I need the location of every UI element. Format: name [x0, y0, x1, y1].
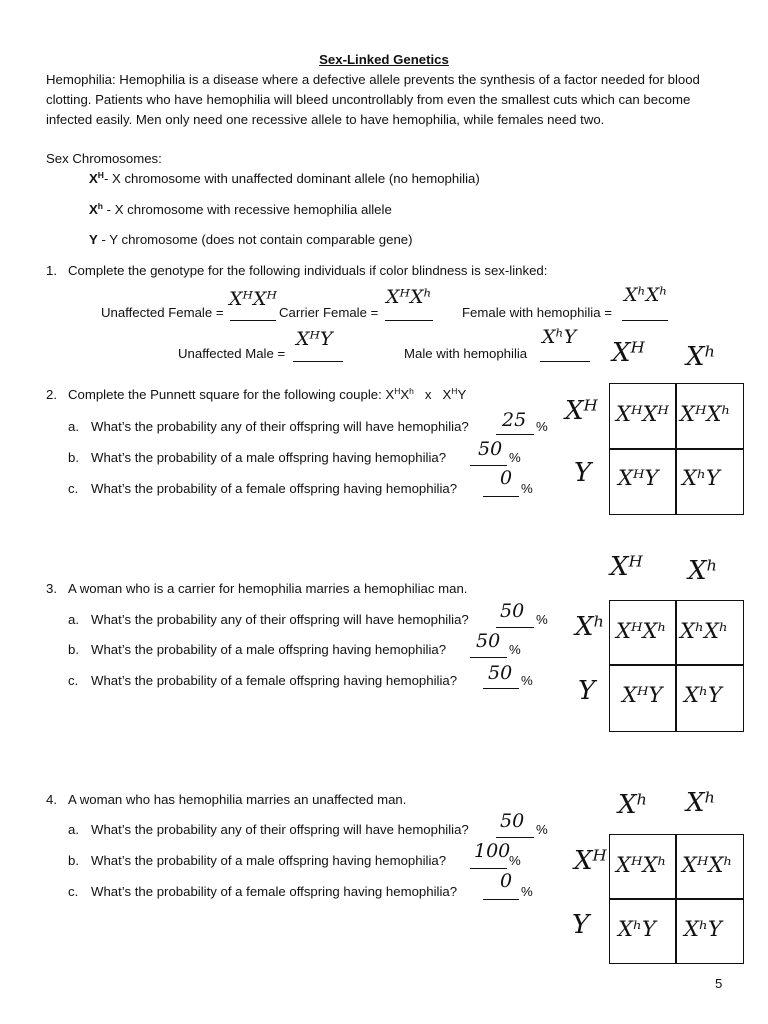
q4-punnett-square	[609, 834, 744, 964]
q3b-question: What’s the probability of a male offspring having hemophilia?	[91, 642, 447, 657]
q2c-answer: 0	[500, 467, 513, 489]
q4c-question: What’s the probability of a female offspring having hemophilia?	[91, 884, 458, 899]
q4-punnett-cell-3: XʰY	[618, 917, 656, 941]
unaffected-female-label: Unaffected Female =	[101, 305, 224, 320]
q2-punnett-cell-3: XᴴY	[618, 466, 659, 490]
q3-punnett-side-allele-1: Xʰ	[575, 612, 605, 642]
q3a-percent: %	[536, 612, 548, 627]
female-hemophilia-blank[interactable]	[622, 305, 668, 321]
q4b-answer: 100	[474, 840, 511, 862]
q3b-answer: 50	[476, 630, 501, 652]
q2b-answer: 50	[478, 438, 503, 460]
q4-punnett-side-allele-2: Y	[572, 910, 590, 940]
q4a-question: What’s the probability any of their offspring will have hemophilia?	[91, 822, 469, 837]
q2a-percent: %	[536, 419, 548, 434]
q3-punnett-cell-4: XʰY	[684, 683, 722, 707]
male-hemophilia-label: Male with hemophilia	[404, 346, 528, 361]
q4-number: 4.	[46, 792, 57, 807]
q2c-label: c.	[68, 481, 79, 496]
q2c-question: What’s the probability of a female offspring having hemophilia?	[91, 481, 458, 496]
q2-prompt: Complete the Punnett square for the following couple: $X^HX^h$ x $X^HY$	[68, 386, 467, 402]
q3-punnett-square	[609, 600, 744, 732]
q3a-answer: 50	[500, 600, 525, 622]
male-hemophilia-answer: XʰY	[542, 326, 577, 348]
q2b-label: b.	[68, 450, 79, 465]
q4b-question: What’s the probability of a male offspring having hemophilia?	[91, 853, 447, 868]
q2a-answer: 25	[502, 409, 527, 431]
q4-punnett-cell-2: XᴴXʰ	[682, 853, 733, 877]
q4b-percent: %	[509, 853, 521, 868]
q3c-answer: 50	[488, 662, 513, 684]
carrier-female-label: Carrier Female =	[279, 305, 379, 320]
q4b-label: b.	[68, 853, 79, 868]
q4-punnett-top-allele-1: Xʰ	[618, 790, 648, 820]
carrier-female-answer: XᴴXʰ	[386, 286, 432, 308]
intro-paragraph: Hemophilia: Hemophilia is a disease where a defective allele prevents the synthesis of a factor needed for blood clotting. Patients who have hemophilia will bleed uncontrollably from even the smallest cuts which can become infected easily. Men only need one recessive allele to have hemophilia, while females need two.	[46, 72, 700, 127]
q2-punnett-cell-4: XʰY	[682, 466, 720, 490]
q4-punnett-cell-4: XʰY	[684, 917, 722, 941]
q3-punnett-cell-2: XʰXʰ	[680, 619, 729, 643]
q2-punnett-cell-2: XᴴXʰ	[680, 402, 731, 426]
female-hemophilia-label: Female with hemophilia =	[462, 305, 612, 320]
q4-prompt: A woman who has hemophilia marries an unaffected man.	[68, 792, 407, 807]
q4a-percent: %	[536, 822, 548, 837]
unaffected-female-answer: XᴴXᴴ	[229, 288, 277, 310]
q2-punnett-square	[609, 383, 744, 515]
q3-number: 3.	[46, 581, 57, 596]
chromosome-def-y: Y - Y chromosome (does not contain comparable gene)	[89, 232, 413, 247]
q3a-label: a.	[68, 612, 79, 627]
q4c-answer: 0	[500, 870, 513, 892]
q2-punnett-cell-1: XᴴXᴴ	[616, 402, 669, 426]
q4-punnett-cell-1: XᴴXʰ	[616, 853, 667, 877]
q4c-percent: %	[521, 884, 533, 899]
q2-punnett-top-allele-2: Xʰ	[686, 342, 716, 372]
q3-prompt: A woman who is a carrier for hemophilia marries a hemophiliac man.	[68, 581, 468, 596]
q1-number: 1.	[46, 263, 57, 278]
q3c-question: What’s the probability of a female offspring having hemophilia?	[91, 673, 458, 688]
q4a-answer: 50	[500, 810, 525, 832]
q2-number: 2.	[46, 387, 57, 402]
q4c-label: c.	[68, 884, 79, 899]
q3-punnett-top-allele-1: Xᴴ	[610, 552, 643, 582]
page-number: 5	[715, 976, 723, 991]
q4-punnett-top-allele-2: Xʰ	[686, 788, 716, 818]
q4-punnett-side-allele-1: Xᴴ	[574, 846, 607, 876]
q3b-label: b.	[68, 642, 79, 657]
q2a-label: a.	[68, 419, 79, 434]
unaffected-male-answer: XᴴY	[296, 328, 333, 350]
chromosome-def-xh-recessive: $X^h$ - X chromosome with recessive hemophilia allele	[89, 201, 392, 217]
q4a-label: a.	[68, 822, 79, 837]
q2c-percent: %	[521, 481, 533, 496]
q3-punnett-cell-3: XᴴY	[622, 683, 663, 707]
chromosome-def-xh-dominant: $X^H-$ X chromosome with unaffected dominant allele (no hemophilia)	[89, 170, 480, 186]
q2-punnett-top-allele-1: Xᴴ	[612, 338, 645, 368]
q2-punnett-side-allele-1: Xᴴ	[565, 396, 598, 426]
page-title: Sex-Linked Genetics	[319, 52, 449, 67]
q2-punnett-side-allele-2: Y	[574, 458, 592, 488]
q3-punnett-top-allele-2: Xʰ	[688, 556, 718, 586]
q3a-question: What’s the probability any of their offspring will have hemophilia?	[91, 612, 469, 627]
unaffected-male-label: Unaffected Male =	[178, 346, 286, 361]
q3c-percent: %	[521, 673, 533, 688]
q3-punnett-side-allele-2: Y	[578, 676, 596, 706]
q3-punnett-cell-1: XᴴXʰ	[616, 619, 667, 643]
q2b-question: What’s the probability of a male offspring having hemophilia?	[91, 450, 447, 465]
q3b-percent: %	[509, 642, 521, 657]
male-hemophilia-blank[interactable]	[540, 346, 590, 362]
q2b-percent: %	[509, 450, 521, 465]
sex-chromosomes-heading: Sex Chromosomes:	[46, 151, 162, 166]
q3c-label: c.	[68, 673, 79, 688]
q2a-question: What’s the probability any of their offspring will have hemophilia?	[91, 419, 469, 434]
q1-prompt: Complete the genotype for the following individuals if color blindness is sex-linked:	[68, 263, 548, 278]
female-hemophilia-answer: XʰXʰ	[624, 284, 668, 306]
